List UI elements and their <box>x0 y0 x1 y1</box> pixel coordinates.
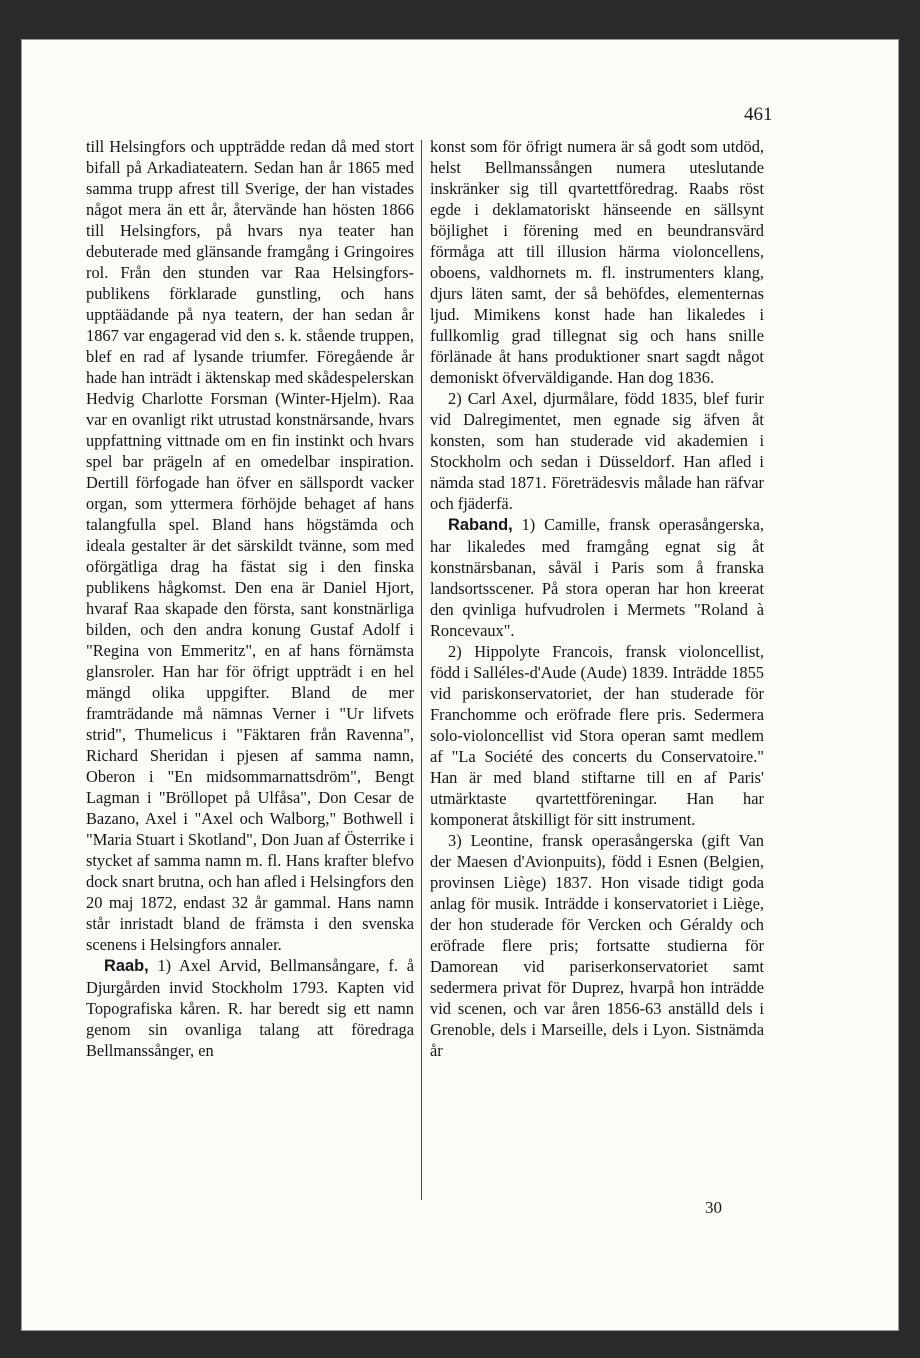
right-paragraph-1: konst som för öfrigt numera är så godt som utdöd, helst Bellmanssången numera uteslutande inskränker sig till qvartettföredrag. Raabs röst egde i deklamatoriskt hänseende en sällsynt böjlighet i förening med en beundransvärd förmåga att till illusion härma violoncellens, oboens, valdhornets m. fl. instrumenters klang, djurs läten samt, der så behöfdes, elementernas ljud. Mimikens konst hade han likaledes i fullkomlig grad tillegnat sig och hans snille förlänade åt hans produktioner snart sagdt något demoniskt öfverväldigande. Han dog 1836. <box>430 137 764 387</box>
right-paragraph-2: 2) Carl Axel, djurmålare, född 1835, blef furir vid Dalregimentet, men egnade sig äfven åt konsten, som han studerade vid akademien i Stockholm och sedan i Düsseldorf. Han afled i nämda stad 1871. Företrädesvis målade han räfvar och fjäderfä. <box>430 389 764 513</box>
signature-mark: 30 <box>705 1198 722 1217</box>
right-paragraph-3 <box>430 514 764 641</box>
right-paragraph-5: 3) Leontine, fransk operasångerska (gift Van der Maesen d'Avionpuits), född i Esnen (Belgien, provinsen Liège) 1837. Hon visade tidigt goda anlag för musik. Inträdde i konservatoriet i Liège, der hon studerade för Vercken och Géraldy och eröfrade flere pris; fortsatte studierna för Damorean vid pariserkonservatoriet samt sedermera privat för Duprez, hvarpå hon inträdde vid scenen, och var åren 1856-63 anställd dels i Grenoble, dels i Marseille, dels i Lyon. Sistnämda år <box>430 831 764 1060</box>
left-paragraph-2 <box>86 955 414 1061</box>
column-divider <box>421 140 422 1200</box>
entry-headword-raband: Raband, <box>448 516 513 534</box>
entry-headword-raab: Raab, <box>104 957 149 975</box>
left-column <box>86 136 414 1061</box>
document-page <box>22 40 898 1330</box>
entry-text-raab: 1) Axel Arvid, Bellmansångare, f. å Djurgården invid Stockholm 1793. Kapten vid Topografiska kåren. R. har beredt sig ett namn genom sin ovanliga talang att föredraga Bellmanssånger, en <box>86 956 414 1060</box>
left-paragraph-1: till Helsingfors och uppträdde redan då med stort bifall på Arkadiateatern. Sedan han år 1865 med samma trupp afrest till Sverige, der han vistades något mera än ett år, återvände han hösten 1866 till Helsingfors, på hvars nya teater han debuterade med glänsande framgång i Gringoires rol. Från den stunden var Raa Helsingfors-publikens förklarade gunstling, och hans upptäädande på nya teatern, der han sedan år 1867 var engagerad vid den s. k. stående truppen, blef en rad af lysande triumfer. Föregående år hade han inträdt i äktenskap med skådespelerskan Hedvig Charlotte Forsman (Winter-Hjelm). Raa var en ovanligt rikt utrustad konstnärsande, hvars uppfattning vittnade om en fin instinkt och hvars spel bar prägeln af en omedelbar inspiration. Dertill förfogade han öfver en sällspordt vacker organ, som yttermera förhöjde behaget af hans talangfulla spel. Bland hans högstämda och ideala gestalter är det särskildt tvänne, som med oförgätliga drag ha fästat sig i den finska publikens hågkomst. Den ena är Daniel Hjort, hvaraf Raa skapade den första, sant konstnärliga bilden, och den andra konung Gustaf Adolf i "Regina von Emmeritz", en af hans förnämsta glansroler. Han har för öfrigt uppträdt i en hel mängd olika uppgifter. Bland de mer framträdande må nämnas Verner i "Ur lifvets strid", Thumelicus i "Fäktaren från Ravenna", Richard Sheridan i pjesen af samma namn, Oberon i "En midsommarnattsdröm", Bengt Lagman i "Bröllopet på Ulfåsa", Don Cesar de Bazano, Axel i "Axel och Walborg," Bothwell i "Maria Stuart i Skotland", Don Juan af Österrike i stycket af samma namn m. fl. Hans krafter blefvo dock snart brutna, och han afled i Helsingfors den 20 maj 1872, endast 32 år gammal. Hans namn står inristadt bland de främsta i den svenska scenens i Helsingfors annaler. <box>86 137 414 954</box>
entry-text-raband: 1) Camille, fransk operasångerska, har likaledes med framgång egnat sig åt konstnärsbanan, såväl i Paris som å franska landsortsscener. På stora operan har hon kreerat den qvinliga hufvudrolen i Mermets "Roland à Roncevaux". <box>430 515 764 640</box>
page-number: 461 <box>744 104 773 125</box>
right-paragraph-4: 2) Hippolyte Francois, fransk violoncellist, född i Salléles-d'Aude (Aude) 1839. Inträdde 1855 vid pariskonservatoriet, der han studerade för Franchomme och eröfrade flere pris. Sedermera solo-violoncellist vid Stora operan samt medlem af "La Société des concerts du Conservatoire." Han är med bland stiftarne till en af Paris' utmärktaste qvartettföreningar. Han har komponerat åtskilligt för sitt instrument. <box>430 642 764 829</box>
right-column <box>430 136 764 1061</box>
